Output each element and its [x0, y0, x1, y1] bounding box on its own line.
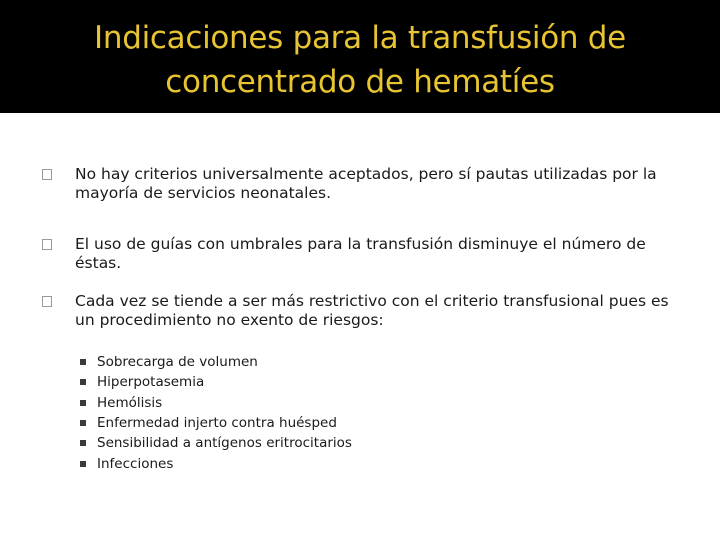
bullet-box-icon — [42, 296, 52, 307]
risk-item — [97, 372, 204, 392]
risk-text: Infecciones — [97, 456, 174, 472]
risk-item — [97, 352, 258, 372]
bullet-item — [75, 235, 675, 273]
square-bullet-icon — [80, 461, 86, 467]
square-bullet-icon — [80, 379, 86, 385]
risk-text: Hiperpotasemia — [97, 374, 205, 390]
bullet-item — [75, 292, 675, 330]
risk-item — [97, 433, 352, 453]
square-bullet-icon — [80, 440, 86, 446]
bullet-text: Cada vez se tiende a ser más restrictivo con el criterio transfusional pues es un procedimiento no exento de riesgos: — [75, 292, 669, 329]
square-bullet-icon — [80, 420, 86, 426]
risk-text: Hemólisis — [97, 395, 163, 411]
square-bullet-icon — [80, 359, 86, 365]
bullet-box-icon — [42, 239, 52, 250]
risk-text: Sensibilidad a antígenos eritrocitarios — [97, 435, 352, 451]
risk-item — [97, 454, 173, 474]
risk-text: Sobrecarga de volumen — [97, 354, 258, 370]
bullet-text: No hay criterios universalmente aceptados, pero sí pautas utilizadas por la mayoría de servicios neonatales. — [75, 165, 657, 202]
bullet-box-icon — [42, 169, 52, 180]
slide-title-line-1: Indicaciones para la transfusión de — [94, 20, 626, 56]
bullet-item — [75, 165, 675, 203]
risk-item — [97, 393, 162, 413]
risk-item — [97, 413, 337, 433]
slide-title-line-2: concentrado de hematíes — [165, 64, 555, 100]
bullet-text: El uso de guías con umbrales para la transfusión disminuye el número de éstas. — [75, 235, 646, 272]
square-bullet-icon — [80, 400, 86, 406]
risk-text: Enfermedad injerto contra huésped — [97, 415, 337, 431]
